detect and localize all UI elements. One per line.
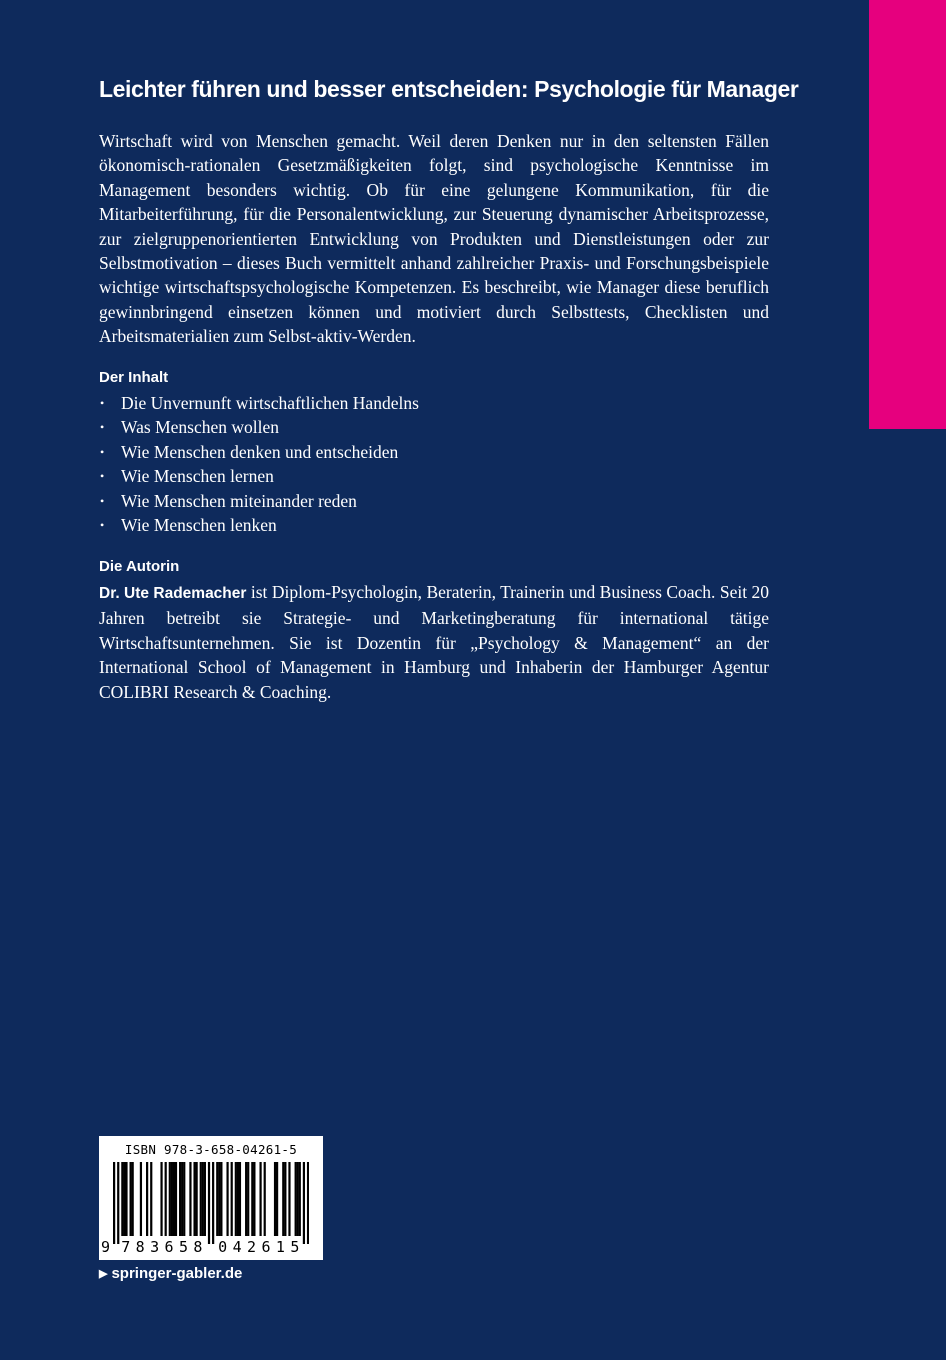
website-link[interactable] (99, 1264, 242, 1284)
barcode-digit: 8 (193, 1238, 203, 1256)
barcode-digit: 8 (135, 1238, 145, 1256)
barcode-bar (123, 1162, 125, 1236)
list-item: • Was Menschen wollen (99, 415, 419, 439)
list-item: • Die Unvernunft wirtschaftlichen Handelns (99, 391, 419, 415)
list-item: • Wie Menschen denken und entscheiden (99, 440, 419, 464)
list-item: • Wie Menschen lenken (99, 513, 419, 537)
barcode-digit: 9 (101, 1238, 111, 1256)
barcode-bar (284, 1162, 286, 1236)
barcode-bar (204, 1162, 206, 1236)
barcode-digit: 4 (232, 1238, 242, 1256)
barcode-bar (113, 1162, 115, 1244)
barcode-bar (216, 1162, 218, 1236)
barcode-bar (299, 1162, 301, 1236)
barcode-bar (165, 1162, 167, 1236)
barcode-bar (171, 1162, 173, 1236)
barcode-bar (303, 1162, 305, 1244)
barcode-bar (175, 1162, 177, 1236)
barcode-bar (169, 1162, 171, 1236)
barcode-bar (245, 1162, 247, 1236)
barcode-bar (237, 1162, 239, 1236)
barcode-digit: 0 (218, 1238, 228, 1256)
barcode-digit: 1 (275, 1238, 285, 1256)
barcode-bar (297, 1162, 299, 1236)
barcode-bar (218, 1162, 220, 1236)
accent-bar (869, 0, 946, 429)
book-description: Wirtschaft wird von Menschen gemacht. Weil deren Denken nur in den seltensten Fällen ökonomisch-rationalen Gesetzmäßigkeiten folgt, sind psychologische Kenntnisse im Management besonders wichtig. Ob für eine gelungene Kommunikation, für die Mitarbeiterführung, für die Personalentwicklung, zur Steuerung dynamischer Arbeitsprozesse, zur zielgruppenorientierten Entwicklung von Produkten und Dienstleistungen oder zur Selbstmotivation – dieses Buch vermittelt anhand zahlreicher Praxis- und Forschungsbeispiele wichtige wirtschaftspsychologische Kompetenzen. Es beschreibt, wie Manager diese beruflich gewinnbringend einsetzen können und motiviert durch Selbsttests, Checklisten und Arbeitsmaterialien zum Selbst-aktiv-Werden. (99, 131, 769, 347)
barcode-bar (276, 1162, 278, 1236)
barcode-bar (160, 1162, 162, 1236)
barcode-bar (146, 1162, 148, 1236)
barcode-bar (125, 1162, 127, 1236)
triangle-right-icon: ▶ (99, 1268, 108, 1280)
list-item: • Wie Menschen lernen (99, 464, 419, 488)
barcode-bar (193, 1162, 195, 1236)
barcode-digits (99, 1238, 323, 1256)
barcode-bar (140, 1162, 142, 1236)
barcode-bar (239, 1162, 241, 1236)
author-bio (99, 580, 769, 704)
barcode-bar (189, 1162, 191, 1236)
contents-heading: Der Inhalt (99, 369, 169, 386)
barcode-bar (220, 1162, 222, 1236)
barcode-digit: 7 (121, 1238, 131, 1256)
barcode-bars (113, 1162, 309, 1244)
barcode-bar (235, 1162, 237, 1236)
barcode-bar (274, 1162, 276, 1236)
barcode-digit: 3 (150, 1238, 160, 1256)
barcode (99, 1136, 323, 1260)
barcode-bar (132, 1162, 134, 1236)
barcode-bar (226, 1162, 228, 1236)
barcode-bar (253, 1162, 255, 1236)
barcode-bar (183, 1162, 185, 1236)
barcode-digit: 2 (247, 1238, 257, 1256)
author-name: Dr. Ute Rademacher (99, 585, 247, 602)
author-bio-text: ist Diplom-Psychologin, Beraterin, Trainerin und Business Coach. Seit 20 Jahren betreibt sie Strategie- und Marketingberatung für international tätige Wirtschaftsunternehmen. Sie ist Dozentin für „Psychology & Management“ an der International School of Management in Hamburg und Inhaberin der Hamburger Agentur COLIBRI Research & Coaching. (99, 582, 770, 702)
barcode-digit: 5 (178, 1238, 188, 1256)
barcode-bar (196, 1162, 198, 1236)
barcode-bar (288, 1162, 290, 1236)
book-title: Leichter führen und besser entscheiden: Psychologie für Manager (99, 76, 799, 102)
barcode-digit: 5 (290, 1238, 300, 1256)
isbn-label: ISBN 978-3-658-04261-5 (124, 1142, 298, 1157)
barcode-bar (130, 1162, 132, 1236)
barcode-bar (117, 1162, 119, 1244)
barcode-bar (173, 1162, 175, 1236)
barcode-bar (264, 1162, 266, 1236)
barcode-bar (282, 1162, 284, 1236)
barcode-bar (121, 1162, 123, 1236)
list-item: • Wie Menschen miteinander reden (99, 489, 419, 513)
barcode-bar (307, 1162, 309, 1244)
barcode-bar (247, 1162, 249, 1236)
barcode-digit: 6 (164, 1238, 174, 1256)
website-url: springer-gabler.de (111, 1265, 243, 1282)
barcode-bar (208, 1162, 210, 1244)
barcode-digit: 6 (261, 1238, 271, 1256)
barcode-bar (259, 1162, 261, 1236)
barcode-bar (181, 1162, 183, 1236)
barcode-bar (200, 1162, 202, 1236)
contents-list (99, 391, 419, 537)
barcode-bar (295, 1162, 297, 1236)
barcode-bar (251, 1162, 253, 1236)
author-heading: Die Autorin (99, 558, 180, 575)
barcode-bar (179, 1162, 181, 1236)
barcode-bar (202, 1162, 204, 1236)
barcode-bar (212, 1162, 214, 1244)
barcode-bar (231, 1162, 233, 1236)
barcode-bar (150, 1162, 152, 1236)
